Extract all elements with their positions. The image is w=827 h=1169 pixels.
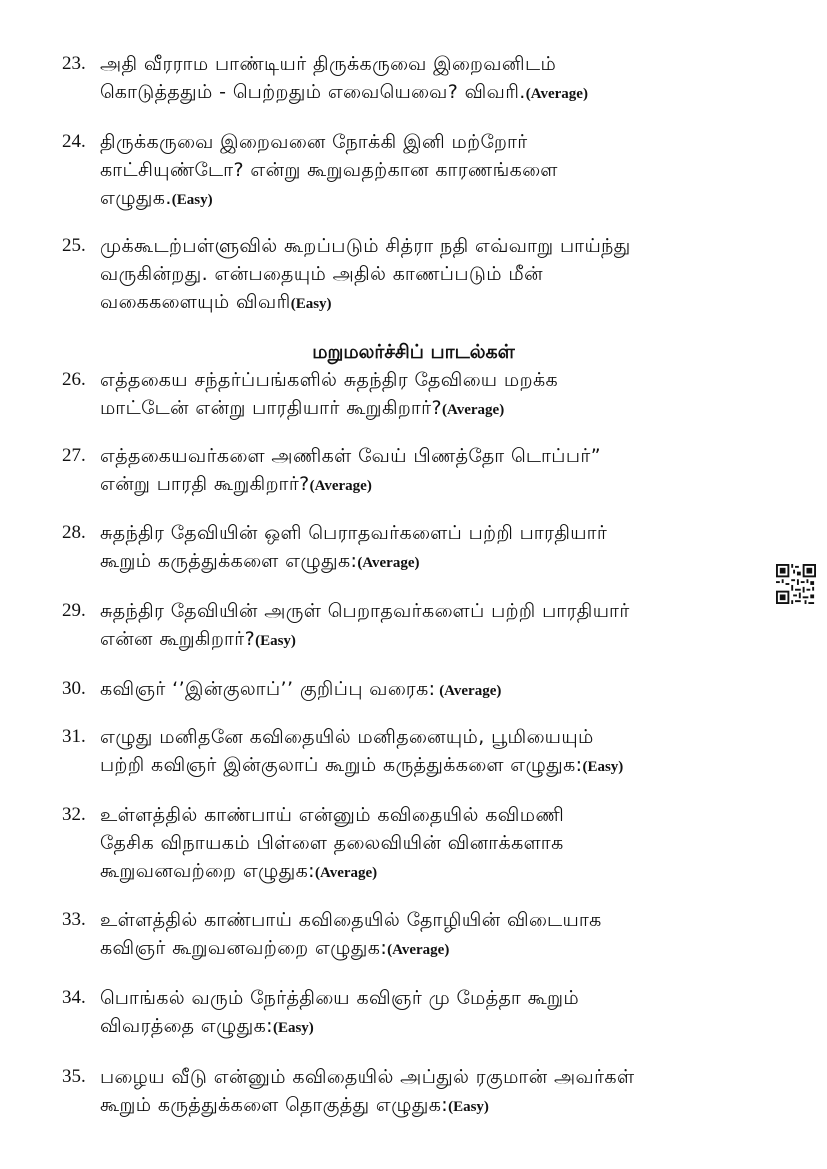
difficulty-tag: (Easy) [582, 759, 624, 775]
question-line [100, 675, 780, 705]
question-number: 25. [62, 235, 86, 256]
question-line: எத்தகைய சந்தர்ப்பங்களில் சுதந்திர தேவியை மறக்க [100, 369, 559, 391]
question-number: 35. [62, 1066, 86, 1087]
qr-code-icon [776, 564, 816, 604]
question-text [100, 984, 780, 1042]
question-line: பழைய வீடு என்னும் கவிதையில் அப்துல் ரகுமான் அவர்கள் [100, 1066, 635, 1088]
difficulty-tag: (Average) [387, 942, 450, 958]
question-line: பொங்கல் வரும் நேர்த்தியை கவிஞர் மு மேத்தா கூறும் [100, 987, 580, 1009]
question-text [100, 442, 780, 500]
question-line-text: கூறும் கருத்துக்களை எழுதுக: [100, 550, 358, 572]
question-text [100, 801, 780, 887]
question-line [100, 184, 780, 214]
question-number: 28. [62, 522, 86, 543]
question-line-text: கூறுவனவற்றை எழுதுக: [100, 860, 315, 882]
question-line-text: எழுதுக. [100, 187, 172, 209]
question-line [100, 394, 780, 424]
question-text [100, 232, 780, 318]
question-line-text: கவிஞர் ‘’இன்குலாப்’’ குறிப்பு வரைக: [100, 678, 436, 700]
question-number: 24. [62, 131, 86, 152]
question-line: தேசிக விநாயகம் பிள்ளை தலைவியின் வினாக்களாக [100, 832, 564, 854]
question-text [100, 1063, 780, 1121]
question-text [100, 366, 780, 424]
question-line: சுதந்திர தேவியின் அருள் பெறாதவர்களைப் பற்றி பாரதியார் [100, 600, 630, 622]
question-text [100, 675, 780, 705]
question-line: காட்சியுண்டோ? என்று கூறுவதற்கான காரணங்களை [100, 159, 558, 181]
question-line: அதி வீரராம பாண்டியர் திருக்கருவை இறைவனிடம் [100, 53, 557, 75]
difficulty-tag: (Easy) [255, 633, 296, 649]
question-number: 30. [62, 678, 86, 699]
question-line: வருகின்றது. என்பதையும் அதில் காணப்படும் மீன் [100, 263, 543, 285]
question-line [100, 934, 780, 964]
question-text [100, 128, 780, 214]
question-text [100, 519, 780, 577]
question-line-text: என்று பாரதி கூறுகிறார்? [100, 473, 310, 495]
difficulty-tag: (Average) [309, 478, 372, 494]
question-line: எழுது மனிதனே கவிதையில் மனிதனையும், பூமியையும் [100, 726, 594, 748]
section-title: மறுமலர்ச்சிப் பாடல்கள் [312, 341, 515, 363]
question-line-text: மாட்டேன் என்று பாரதியார் கூறுகிறார்? [100, 397, 442, 419]
question-line [100, 78, 780, 108]
question-number: 32. [62, 804, 86, 825]
question-line: உள்ளத்தில் காண்பாய் என்னும் கவிதையில் கவிமணி [100, 804, 565, 826]
question-line-text: கூறும் கருத்துக்களை தொகுத்து எழுதுக: [100, 1094, 449, 1116]
question-number: 34. [62, 987, 86, 1008]
difficulty-tag: (Average) [435, 683, 502, 699]
question-line-text: வகைகளையும் விவரி [100, 291, 291, 313]
question-line: எத்தகையவர்களை அணிகள் வேய் பிணத்தோ டொப்பர்” [100, 445, 601, 467]
difficulty-tag: (Easy) [290, 296, 332, 312]
question-text [100, 906, 780, 964]
question-number: 23. [62, 53, 86, 74]
question-line-text: என்ன கூறுகிறார்? [100, 628, 256, 650]
question-line: சுதந்திர தேவியின் ஒளி பெராதவர்களைப் பற்றி பாரதியார் [100, 522, 608, 544]
question-line: உள்ளத்தில் காண்பாய் கவிதையில் தோழியின் விடையாக [100, 909, 602, 931]
question-text [100, 723, 780, 781]
question-number: 31. [62, 726, 86, 747]
difficulty-tag: (Easy) [448, 1099, 489, 1115]
difficulty-tag: (Average) [357, 555, 420, 571]
question-line [100, 1012, 780, 1042]
difficulty-tag: (Easy) [272, 1020, 314, 1036]
question-line-text: பற்றி கவிஞர் இன்குலாப் கூறும் கருத்துக்களை எழுதுக: [100, 754, 583, 776]
question-number: 27. [62, 445, 86, 466]
question-line [100, 470, 780, 500]
question-line [100, 1091, 780, 1121]
question-line: முக்கூடற்பள்ளுவில் கூறப்படும் சித்ரா நதி எவ்வாறு பாய்ந்து [100, 235, 631, 257]
difficulty-tag: (Easy) [171, 192, 213, 208]
question-line [100, 857, 780, 887]
difficulty-tag: (Average) [525, 86, 588, 102]
difficulty-tag: (Average) [442, 402, 505, 418]
question-line-text: விவரத்தை எழுதுக: [100, 1015, 273, 1037]
question-number: 29. [62, 600, 86, 621]
difficulty-tag: (Average) [314, 865, 378, 881]
question-line [100, 547, 780, 577]
question-line-text: கொடுத்ததும் - பெற்றதும் எவையெவை? விவரி. [100, 81, 526, 103]
question-line-text: கவிஞர் கூறுவனவற்றை எழுதுக: [100, 937, 388, 959]
question-line [100, 625, 780, 655]
question-text [100, 50, 780, 108]
question-line [100, 751, 780, 781]
question-text [100, 597, 780, 655]
question-line: திருக்கருவை இறைவனை நோக்கி இனி மற்றோர் [100, 131, 528, 153]
question-line [100, 288, 780, 318]
question-number: 33. [62, 909, 86, 930]
question-number: 26. [62, 369, 86, 390]
